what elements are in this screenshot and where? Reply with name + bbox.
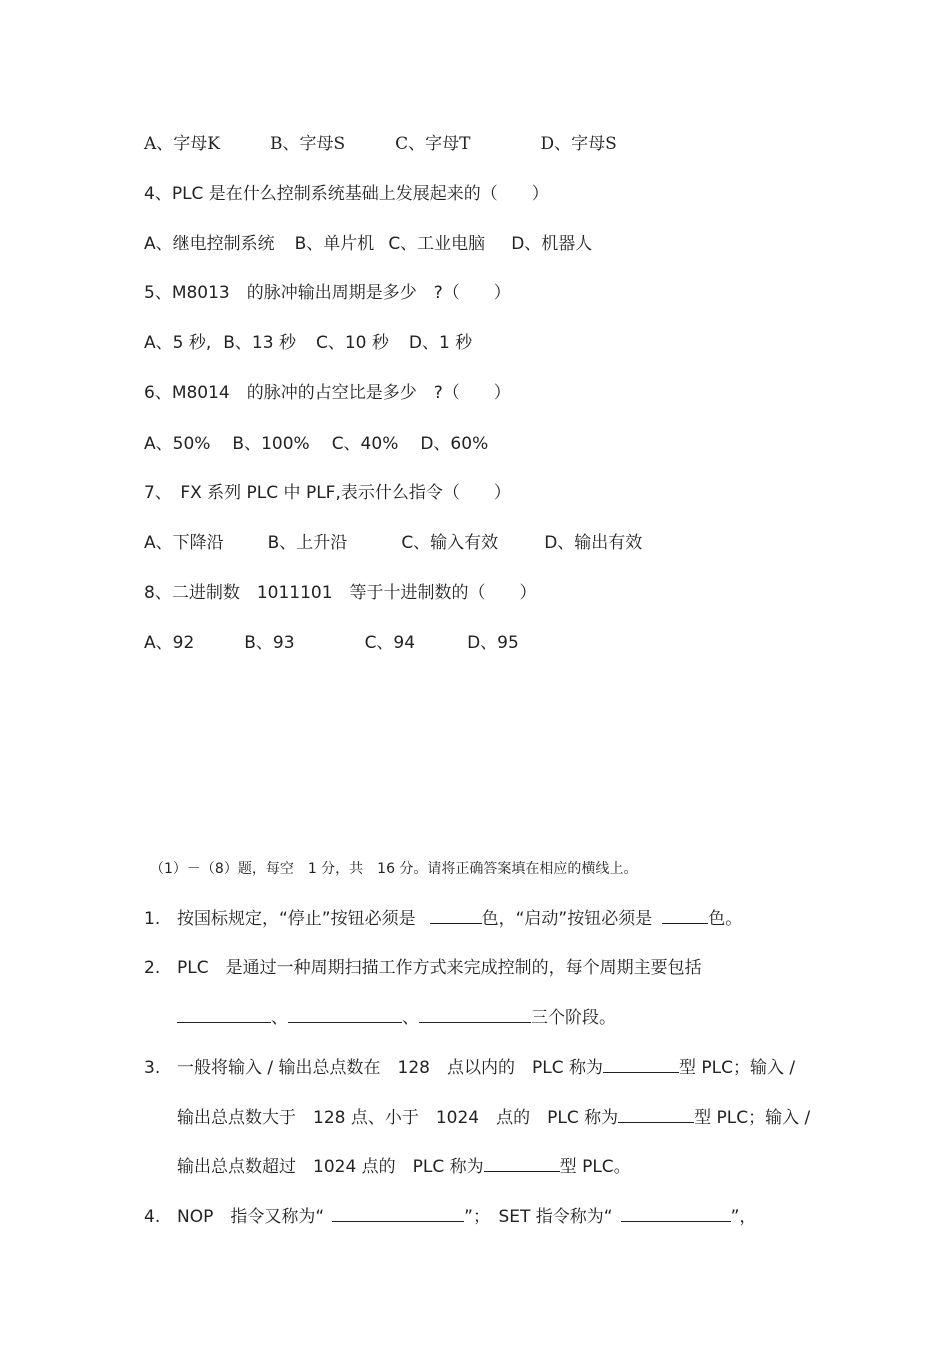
fill-item-2-line2 xyxy=(177,1007,616,1029)
item-text: 按国标规定，“停止”按钮必须是 xyxy=(177,909,416,929)
question-options xyxy=(144,632,519,654)
item-text: 三个阶段。 xyxy=(531,1008,616,1028)
fill-item-2-line1: PLC 是通过一种周期扫描工作方式来完成控制的，每个周期主要包括 xyxy=(177,958,702,978)
option: A、5 秒, xyxy=(144,333,212,353)
question-options xyxy=(144,233,592,255)
item-number: 3. xyxy=(144,1058,161,1078)
separator: 、 xyxy=(402,1008,419,1028)
option: A、50% xyxy=(144,434,211,454)
answer-blank[interactable] xyxy=(662,908,708,924)
option: C、94 xyxy=(364,633,416,653)
option: B、13 秒 xyxy=(223,333,296,353)
answer-blank[interactable] xyxy=(618,1107,694,1123)
answer-blank[interactable] xyxy=(621,1206,731,1222)
prev-options-row xyxy=(144,133,617,155)
answer-blank[interactable] xyxy=(177,1007,271,1023)
option: D、输出有效 xyxy=(544,533,643,553)
item-text: 型 PLC；输入 / xyxy=(694,1108,811,1128)
fill-item-3-line1 xyxy=(177,1057,795,1079)
option: A、下降沿 xyxy=(144,533,224,553)
option: B、93 xyxy=(244,633,295,653)
option: C、字母T xyxy=(395,134,471,154)
option: B、单片机 xyxy=(294,234,375,254)
item-text: 型 PLC。 xyxy=(559,1157,631,1177)
item-text: 型 PLC；输入 / xyxy=(678,1058,796,1078)
option: D、机器人 xyxy=(511,234,593,254)
item-text: 色，“启动”按钮必须是 xyxy=(481,909,653,929)
option: A、字母K xyxy=(144,134,220,154)
answer-blank[interactable] xyxy=(288,1007,402,1023)
fill-item-3-line2 xyxy=(177,1107,810,1129)
item-text: ”， xyxy=(730,1207,757,1227)
answer-blank[interactable] xyxy=(484,1156,560,1172)
item-number: 2. xyxy=(144,958,161,978)
answer-blank[interactable] xyxy=(603,1057,679,1073)
question-stem: 6、M8014 的脉冲的占空比是多少 ?（ ） xyxy=(144,383,511,403)
option: A、92 xyxy=(144,633,195,653)
option: B、字母S xyxy=(269,134,346,154)
option: D、字母S xyxy=(540,134,617,154)
answer-blank[interactable] xyxy=(430,908,482,924)
fill-item-1 xyxy=(177,908,742,930)
question-stem: 4、PLC 是在什么控制系统基础上发展起来的（ ） xyxy=(144,184,549,204)
answer-blank[interactable] xyxy=(419,1007,531,1023)
section-instruction: （1）－（8）题，每空 1 分，共 16 分。请将正确答案填在相应的横线上。 xyxy=(150,861,638,877)
option: D、1 秒 xyxy=(408,333,473,353)
option: D、60% xyxy=(420,434,489,454)
option: C、工业电脑 xyxy=(388,234,486,254)
separator: 、 xyxy=(271,1008,288,1028)
option: C、输入有效 xyxy=(401,533,499,553)
answer-blank[interactable] xyxy=(332,1206,464,1222)
question-options xyxy=(144,532,642,554)
option: D、95 xyxy=(467,633,519,653)
item-number: 1. xyxy=(144,909,161,929)
option: A、继电控制系统 xyxy=(144,234,275,254)
item-text: 色。 xyxy=(708,909,743,929)
item-text: NOP 指令又称为“ xyxy=(177,1207,325,1227)
question-options xyxy=(144,433,488,455)
fill-item-3-line3 xyxy=(177,1156,631,1178)
fill-item-4 xyxy=(177,1206,756,1228)
question-stem: 5、M8013 的脉冲输出周期是多少 ?（ ） xyxy=(144,283,511,303)
item-number: 4. xyxy=(144,1207,161,1227)
item-text: ”； SET 指令称为“ xyxy=(464,1207,613,1227)
option: C、10 秒 xyxy=(315,333,389,353)
item-text: 输出总点数大于 128 点、小于 1024 点的 PLC 称为 xyxy=(177,1108,619,1128)
question-stem: 7、 FX 系列 PLC 中 PLF,表示什么指令（ ） xyxy=(144,483,511,503)
option: B、上升沿 xyxy=(267,533,348,553)
option: C、40% xyxy=(331,434,399,454)
question-stem: 8、二进制数 1011101 等于十进制数的（ ） xyxy=(144,583,537,603)
item-text: 输出总点数超过 1024 点的 PLC 称为 xyxy=(177,1157,484,1177)
question-options xyxy=(144,332,472,354)
option: B、100% xyxy=(232,434,310,454)
item-text: 一般将输入 / 输出总点数在 128 点以内的 PLC 称为 xyxy=(177,1058,603,1078)
